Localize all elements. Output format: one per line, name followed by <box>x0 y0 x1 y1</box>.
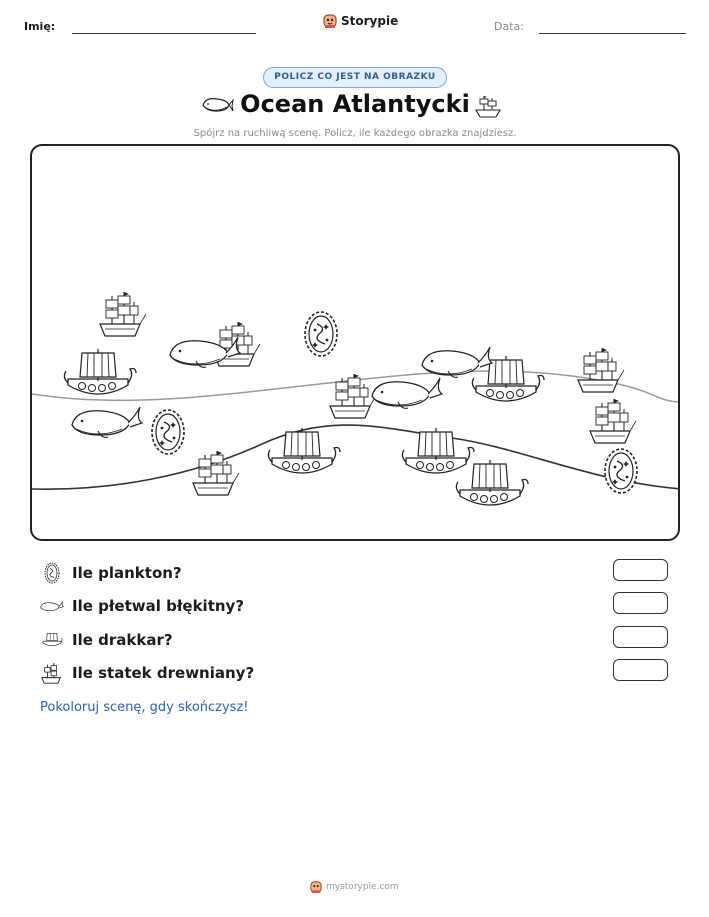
brand-logo <box>323 13 398 29</box>
ship-icon <box>100 292 146 336</box>
question-row-ship <box>40 661 254 685</box>
plankton-icon <box>605 449 637 493</box>
page-title: Ocean Atlantycki <box>240 90 470 118</box>
ship-icon <box>330 374 376 418</box>
whale-icon <box>422 347 492 377</box>
footer-url[interactable]: mystorypie.com <box>326 882 399 892</box>
coloring-note: Pokoloruj scenę, gdy skończysz! <box>40 700 249 715</box>
drakkar-icon <box>40 628 64 652</box>
date-label: Data: <box>494 20 524 33</box>
storypie-logo-icon <box>323 13 337 29</box>
wave-line-lower <box>32 425 680 489</box>
answer-box-ship[interactable] <box>613 659 668 681</box>
drakkar-icon <box>402 428 474 473</box>
answer-box-drakkar[interactable] <box>613 626 668 648</box>
name-label: Imię: <box>24 20 56 33</box>
footer-brand <box>310 880 399 894</box>
answer-box-plankton[interactable] <box>613 559 668 581</box>
question-text: Ile plankton? <box>72 564 182 582</box>
plankton-icon <box>305 312 337 356</box>
instruction-badge: POLICZ CO JEST NA OBRAZKU <box>263 67 447 88</box>
question-text: Ile płetwal błękitny? <box>72 597 245 615</box>
ship-icon <box>590 399 636 443</box>
question-row-whale <box>40 594 244 618</box>
date-field[interactable] <box>539 33 686 34</box>
ship-icon <box>473 93 503 119</box>
whale-icon <box>72 407 142 437</box>
question-text: Ile statek drewniany? <box>72 664 255 682</box>
plankton-icon <box>152 410 184 454</box>
counting-scene <box>30 144 680 541</box>
question-row-plankton <box>40 561 182 585</box>
whale-icon <box>40 594 64 618</box>
drakkar-icon <box>456 460 528 505</box>
brand-name: Storypie <box>341 14 399 28</box>
drakkar-icon <box>64 349 136 394</box>
storypie-logo-icon <box>310 880 322 894</box>
question-row-drakkar <box>40 628 173 652</box>
answer-box-whale[interactable] <box>613 592 668 614</box>
ship-icon <box>193 451 239 495</box>
whale-icon <box>372 378 442 408</box>
name-field[interactable] <box>72 33 256 34</box>
ship-icon <box>578 348 624 392</box>
question-text: Ile drakkar? <box>72 631 173 649</box>
subtitle: Spójrz na ruchliwą scenę. Policz, ile każdego obrazka znajdziesz. <box>193 128 517 139</box>
drakkar-icon <box>268 428 340 473</box>
ship-icon <box>40 661 64 685</box>
plankton-icon <box>40 561 64 585</box>
